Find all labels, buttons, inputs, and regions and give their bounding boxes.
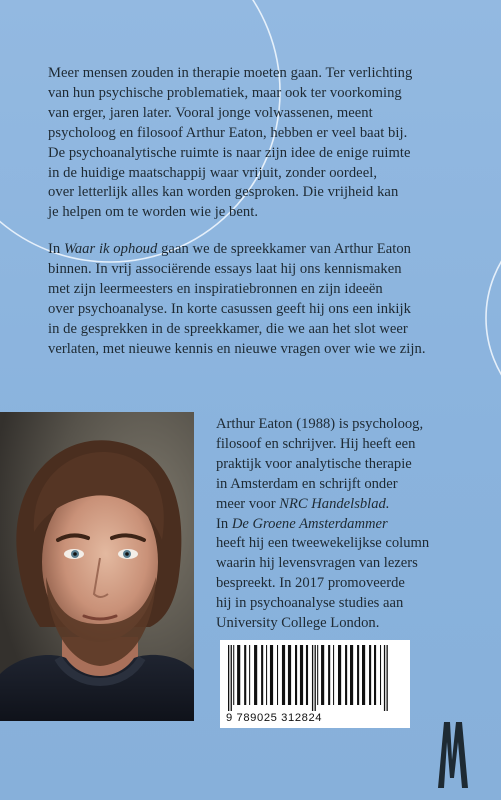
blurb-line: met zijn leermeesters en inspiratiebronnen en zijn ideeën <box>48 280 383 297</box>
blurb-paragraph-1 <box>48 64 473 223</box>
bio-line: waarin hij levensvragen van lezers <box>216 555 418 572</box>
barcode-bar <box>321 645 324 705</box>
bio-line: hij in psychoanalyse studies aan <box>216 595 404 612</box>
bio-line: heeft hij een tweewekelijkse column <box>216 535 430 552</box>
decorative-circle-right <box>486 206 501 430</box>
barcode-bar <box>249 645 250 705</box>
barcode-bar <box>282 645 285 705</box>
blurb-line: Meer mensen zouden in therapie moeten gaan. Ter verlichting <box>48 65 413 81</box>
bio-text: meer voor <box>216 495 280 512</box>
bio-text: In <box>216 515 232 532</box>
bio-line: filosoof en schrijver. Hij heeft een <box>216 435 416 452</box>
bio-line: bespreekt. In 2017 promoveerde <box>216 575 405 592</box>
blurb-line: binnen. In vrij associërende essays laat hij ons kennismaken <box>48 260 402 277</box>
barcode <box>220 640 410 728</box>
barcode-bar <box>345 645 347 705</box>
author-photo <box>0 412 194 721</box>
barcode-bar <box>306 645 308 705</box>
barcode-bar <box>333 645 334 705</box>
barcode-bar <box>338 645 341 705</box>
bio-line: praktijk voor analytische therapie <box>216 455 412 472</box>
author-bio <box>216 415 486 634</box>
blurb-paragraph-2 <box>48 240 473 359</box>
barcode-bar <box>231 645 232 711</box>
blurb-line <box>48 240 473 260</box>
blurb-text: In <box>48 241 64 257</box>
book-title: Waar ik ophoud <box>63 241 158 257</box>
barcode-bar <box>277 645 278 705</box>
barcode-bar <box>228 645 229 711</box>
publication-title: De Groene Amsterdammer <box>231 515 388 532</box>
isbn-number: 9 789025 312824 <box>226 712 323 724</box>
bio-line <box>216 515 486 535</box>
bio-line: in Amsterdam en schrijft onder <box>216 475 398 492</box>
barcode-bar <box>357 645 359 705</box>
bio-line: University College London. <box>216 615 380 632</box>
blurb-line: in de huidige maatschappij waar vrijuit, zonder oordeel, <box>48 164 378 181</box>
barcode-bar <box>266 645 267 705</box>
barcode-bar <box>328 645 330 705</box>
barcode-bar <box>374 645 376 705</box>
bio-line: Arthur Eaton (1988) is psycholoog, <box>216 416 424 432</box>
barcode-bar <box>288 645 291 705</box>
barcode-bar <box>315 645 316 711</box>
blurb-line: in de gesprekken in de spreekkamer, die we aan het slot weer <box>48 320 408 337</box>
publisher-logo-icon <box>436 720 470 790</box>
barcode-bar <box>254 645 257 705</box>
barcode-bar <box>362 645 365 705</box>
barcode-bar <box>300 645 303 705</box>
bio-line <box>216 495 486 515</box>
blurb-line: je helpen om te worden wie je bent. <box>48 204 259 221</box>
barcode-bar <box>380 645 381 705</box>
barcode-bar <box>369 645 371 705</box>
barcode-bar <box>244 645 246 705</box>
barcode-bar <box>384 645 385 711</box>
blurb-line: verlaten, met nieuwe kennis en nieuwe vragen over wie we zijn. <box>48 340 426 357</box>
blurb-line: over psychoanalyse. In korte casussen geeft hij ons een inkijk <box>48 300 411 317</box>
barcode-bar <box>295 645 297 705</box>
blurb-line: De psychoanalytische ruimte is naar zijn idee de enige ruimte <box>48 144 411 161</box>
author-portrait <box>0 412 194 721</box>
blurb-line: van erger, jaren later. Vooral jonge volwassenen, meent <box>48 104 373 121</box>
barcode-bars <box>226 645 404 711</box>
barcode-bar <box>270 645 273 705</box>
barcode-bar <box>233 645 234 705</box>
blurb-text: gaan we de spreekkamer van Arthur Eaton <box>157 241 412 257</box>
barcode-bar <box>261 645 263 705</box>
barcode-bar <box>312 645 313 711</box>
blurb-line: van hun psychische problematiek, maar ook ter voorkoming <box>48 84 402 101</box>
barcode-bar <box>317 645 318 705</box>
blurb-line: over letterlijk alles kan worden gesproken. Die vrijheid kan <box>48 184 399 201</box>
blurb-line: psycholoog en filosoof Arthur Eaton, hebben er veel baat bij. <box>48 124 408 141</box>
publication-title: NRC Handelsblad. <box>279 495 390 512</box>
barcode-bar <box>387 645 388 711</box>
barcode-bar <box>350 645 353 705</box>
barcode-bar <box>237 645 240 705</box>
